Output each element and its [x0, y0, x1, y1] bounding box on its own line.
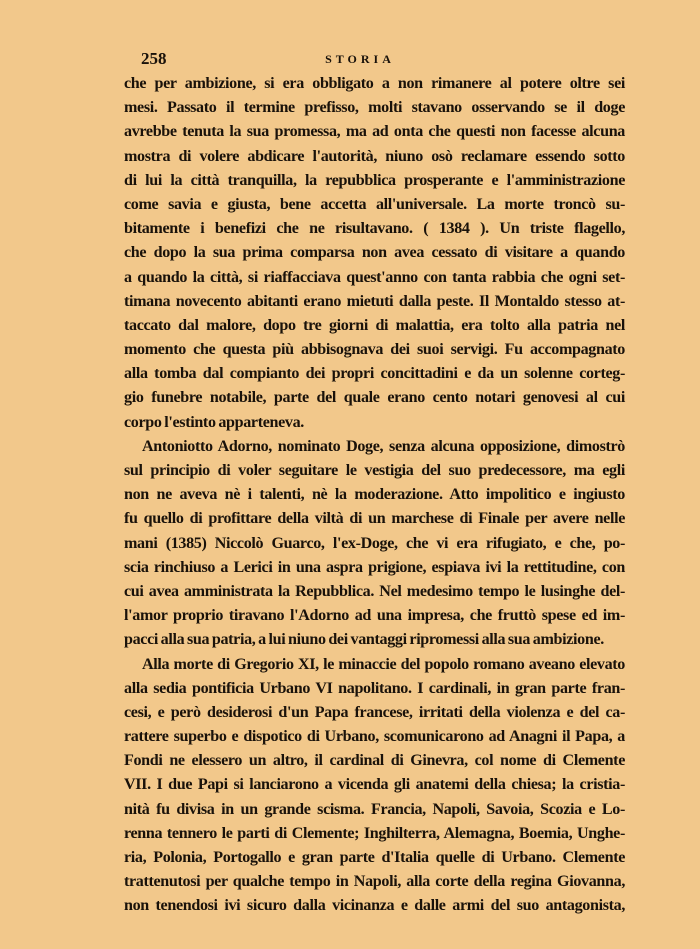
- text-line: corpo l'estinto apparteneva.: [124, 413, 304, 431]
- text-line: ria, Polonia, Portogallo e gran parte d'Italia quelle di Urbano. Clemente: [124, 849, 625, 866]
- text-line: fu quello di profittare della viltà di un marchese di Finale per avere nelle: [124, 510, 625, 528]
- text-line: renna tennero le parti di Clemente; Inghilterra, Alemagna, Boemia, Unghe-: [124, 824, 625, 842]
- text-line: momento che questa più abbisognava dei suoi servigi. Fu accompagnato: [124, 341, 625, 359]
- text-line: pacci alla sua patria, a lui niuno dei vantaggi ripromessi alla sua ambizione.: [124, 631, 604, 649]
- running-head: STORIA: [325, 52, 395, 66]
- text-line: l'amor proprio tiravano l'Adorno ad una impresa, che fruttò spese ed im-: [124, 607, 625, 625]
- text-line: alla tomba dal compianto dei propri concittadini e da un solenne corteg-: [124, 365, 625, 383]
- text-line: avrebbe tenuta la sua promessa, ma ad onta che questi non facesse alcuna: [124, 123, 625, 141]
- text-line: di lui la città tranquilla, la repubblica prosperante e l'amministrazione: [124, 171, 625, 189]
- text-line: alla sedia pontificia Urbano VI napolitano. I cardinali, in gran parte fran-: [124, 679, 625, 697]
- text-line: mani (1385) Niccolò Guarco, l'ex-Doge, che vi era rifugiato, e che, po-: [124, 534, 625, 552]
- text-line: come savia e giusta, bene accetta all'universale. La morte troncò su-: [124, 195, 625, 213]
- text-line: mostra di volere abdicare l'autorità, niuno osò reclamare essendo sotto: [124, 147, 625, 165]
- text-line: timana novecento abitanti erano mietuti dalla peste. Il Montaldo stesso at-: [124, 292, 625, 310]
- text-line: a quando la città, si riaffacciava quest'anno con tanta rabbia che ogni set-: [124, 268, 625, 286]
- text-line: non ne aveva nè i talenti, nè la moderazione. Atto impolitico e ingiusto: [124, 486, 625, 504]
- text-line: Antoniotto Adorno, nominato Doge, senza alcuna opposizione, dimostrò: [142, 437, 625, 455]
- text-line: scia rinchiuso a Lerici in una aspra prigione, espiava ivi la rettitudine, con: [124, 558, 625, 576]
- text-line: rattere superbo e dispotico di Urbano, scomunicarono ad Anagni il Papa, a: [124, 728, 625, 746]
- text-line: sul principio di voler seguitare le vestigia del suo predecessore, ma egli: [124, 462, 625, 479]
- text-line: Alla morte di Gregorio XI, le minaccie del popolo romano aveano elevato: [142, 655, 625, 673]
- text-line: gio funebre notabile, parte del quale erano cento notari genovesi al cui: [124, 389, 625, 407]
- body-text: [124, 72, 625, 919]
- text-line: nità fu divisa in un grande scisma. Francia, Napoli, Savoia, Scozia e Lo-: [124, 800, 625, 818]
- text-line: che dopo la sua prima comparsa non avea cessato di visitare a quando: [124, 244, 625, 262]
- page-number: 258: [141, 49, 167, 68]
- text-line: cesi, e però desiderosi d'un Papa francese, irritati della violenza e del ca-: [124, 703, 625, 721]
- text-line: bitamente i benefizi che ne risultavano. ( 1384 ). Un triste flagello,: [124, 220, 625, 238]
- text-line: trattenutosi per qualche tempo in Napoli, alla corte della regina Giovanna,: [124, 873, 625, 891]
- text-line: cui avea amministrata la Repubblica. Nel medesimo tempo le lusinghe del-: [124, 582, 625, 600]
- text-line: taccato dal malore, dopo tre giorni di malattia, era tolto alla patria nel: [124, 316, 625, 334]
- text-line: Fondi ne elessero un altro, il cardinal di Ginevra, col nome di Clemente: [124, 752, 625, 770]
- text-line: non tenendosi ivi sicuro dalla vicinanza e dalle armi del suo antagonista,: [124, 897, 625, 915]
- text-line: che per ambizione, si era obbligato a non rimanere al potere oltre sei: [124, 75, 625, 92]
- text-line: VII. I due Papi si lanciarono a vicenda gli anatemi della chiesa; la cristia-: [124, 776, 625, 794]
- text-line: mesi. Passato il termine prefisso, molti stavano osservando se il doge: [124, 99, 625, 117]
